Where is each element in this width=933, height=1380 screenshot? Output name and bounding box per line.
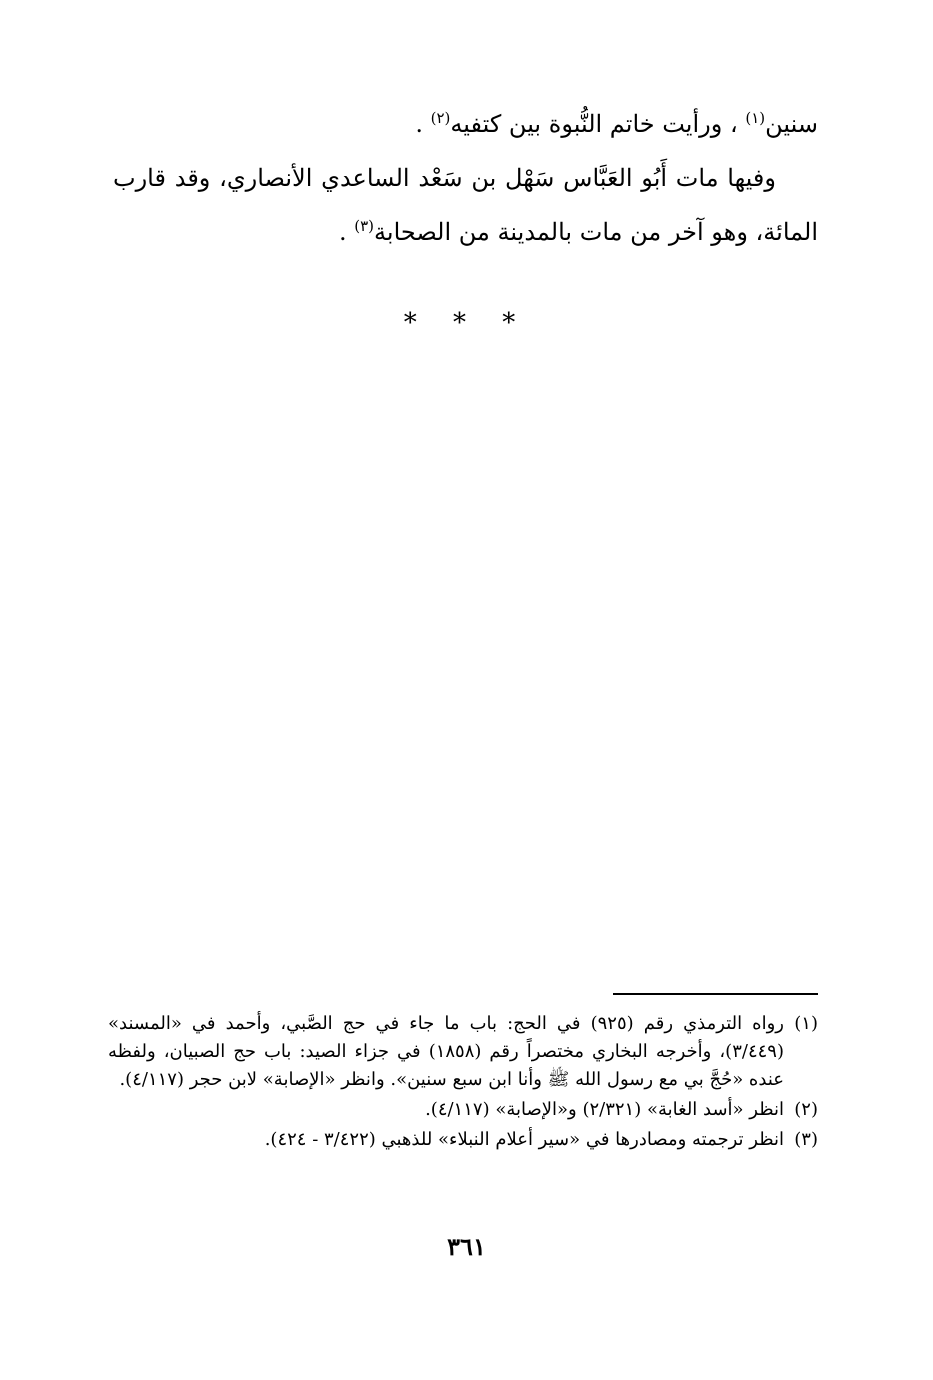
- paragraph-2: [113, 151, 818, 259]
- footnotes-section: [108, 1010, 818, 1156]
- paragraph-1-text-2: ، ورأيت خاتم النُّبوة بين كتفيه: [450, 110, 746, 138]
- paragraph-1: [113, 97, 818, 151]
- page-number: ٣٦١: [447, 1232, 486, 1261]
- footnote-2-number: (٢): [794, 1099, 818, 1120]
- footnote-1: [108, 1010, 818, 1094]
- footnote-1-text: رواه الترمذي رقم (٩٢٥) في الحج: باب ما جاء في حج الصَّبي، وأحمد في «المسند» (٣/٤٤٩)، وأخرجه البخاري مختصراً رقم (١٨٥٨) في جزاء الصيد: باب حج الصبيان، ولفظه عنده «حُجَّ بي مع رسول الله ﷺ وأنا ابن سبع سنين». وانظر «الإصابة» لابن حجر (٤/١١٧).: [108, 1013, 785, 1090]
- paragraph-2-text-2: .: [338, 218, 355, 246]
- section-separator: * * *: [403, 308, 530, 338]
- footnote-3-text: انظر ترجمته ومصادرها في «سير أعلام النبلاء» للذهبي (٣/٤٢٢ - ٤٢٤).: [264, 1129, 784, 1150]
- footnote-ref-2[interactable]: (٢): [430, 109, 451, 127]
- footnote-ref-1[interactable]: (١): [745, 109, 766, 127]
- paragraph-1-text: سنين: [765, 110, 818, 138]
- footnote-3: [108, 1126, 818, 1154]
- footnote-2: [108, 1096, 818, 1124]
- paragraph-2-text: وفيها مات أَبُو العَبَّاس سَهْل بن سَعْد الساعدي الأنصاري، وقد قارب المائة، وهو آخر من مات بالمدينة من الصحابة: [113, 164, 818, 246]
- footnote-3-number: (٣): [794, 1129, 818, 1150]
- paragraph-1-text-3: .: [415, 110, 431, 138]
- footnote-1-number: (١): [794, 1013, 818, 1034]
- footnote-2-text: انظر «أسد الغابة» (٢/٣٢١) و«الإصابة» (٤/١١٧).: [425, 1099, 784, 1120]
- footnote-divider: [613, 993, 818, 995]
- main-text-body: [113, 97, 818, 259]
- footnote-ref-3[interactable]: (٣): [354, 217, 375, 235]
